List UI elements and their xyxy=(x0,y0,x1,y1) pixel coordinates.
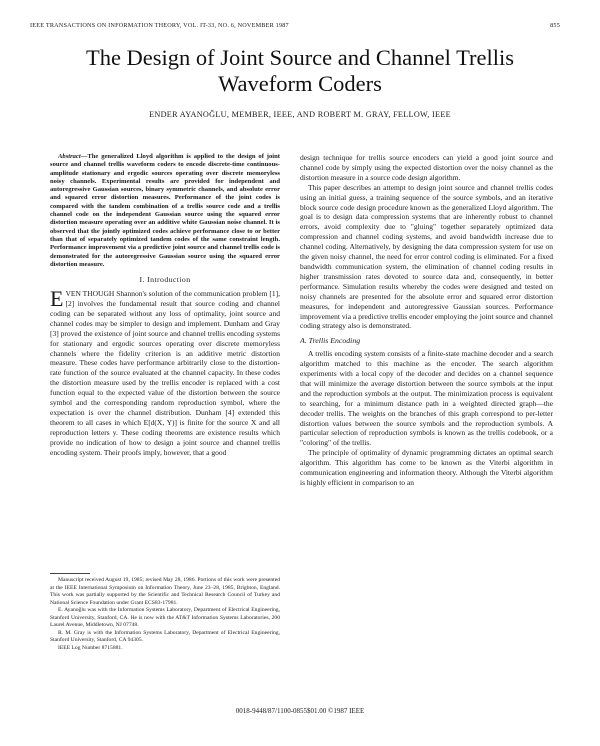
page-number: 855 xyxy=(550,22,560,29)
section-heading-introduction: I. Introduction xyxy=(139,275,191,285)
footnote-rule xyxy=(50,573,90,574)
intro-paragraph: Shannon's solution of the communication problem [1], [2] involves the fundamental result that source coding and channel coding can be separated without any loss of optimality, joint source and channel codes may be simpler to design and implement. Dunham and Gray [3] proved the existence of joint source and channel trellis encoding systems for stationary and ergodic sources operating over discrete memoryless channels where the fidelity criterion is an additive metric distortion measure. These codes have performance arbitrarily close to the distortion-rate function of the source evaluated at the channel capacity. In these codes the distortion measure used by the trellis encoder is replaced with a cost function equal to the expected value of the distortion between the source symbol and the corresponding random reproduction symbol, where the expectation is over the channel distribution. Dunham [4] extended this theorem to all cases in which E[d(X, Y)] is finite for the source X and all reproduction letters y. These coding theorems are existence results which provide no indication of how to design a joint source and channel trellis encoding system. Their proofs imply, however, that a good xyxy=(50,289,280,457)
abstract-label: Abstract xyxy=(58,153,81,160)
abstract xyxy=(50,153,280,269)
doi-line: 0018-9448/87/1100-0855$01.00 ©1987 IEEE xyxy=(235,707,365,715)
running-header xyxy=(30,22,560,32)
left-column xyxy=(50,153,280,457)
abstract-text: —The generalized Lloyd algorithm is applied to the design of joint source and channel trellis waveform coders to encode discrete-time continuous-amplitude stationary and ergodic sources operating over discrete memoryless noisy channels. Experimental results are provided for independent and autoregressive Gaussian sources, binary symmetric channels, and absolute error and squared error distortion measures. Performance of the joint codes is compared with the tandem combination of a trellis source code and a trellis channel code on the independent Gaussian source using the squared error distortion measure operating over an additive white Gaussian noise channel. It is observed that the jointly optimized codes achieve performance close to or better than that of separately optimized tandem codes of the same constraint length. Performance improvement via a predictive joint source and channel trellis code is demonstrated for the autoregressive Gaussian source using the squared error distortion measure. xyxy=(50,153,280,268)
paper-title: The Design of Joint Source and Channel Trellis Waveform Coders xyxy=(85,45,515,96)
right-paragraph-1: design technique for trellis source encoders can yield a good joint source and channel code by simply using the expected distortion over the noisy channel as the distortion measure in a source code design algorithm. xyxy=(300,153,553,182)
introduction-body xyxy=(50,286,280,457)
footnote-author2: R. M. Gray is with the Information Systems Laboratory, Department of Electrical Engineering, Stanford University, Stanford, CA 94305. xyxy=(50,629,280,643)
footnote-author1: E. Ayanoğlu was with the Information Systems Laboratory, Department of Electrical Engineering, Stanford University, Stanford, CA. He is now with the AT&T Information Systems Laboratories, 200 Laurel Avenue, Middletown, NJ 07748. xyxy=(50,607,280,628)
subsection-heading-trellis: A. Trellis Encoding xyxy=(300,336,361,346)
author-line: ENDER AYANOĞLU, MEMBER, IEEE, AND ROBERT M. GRAY, FELLOW, IEEE xyxy=(149,110,451,119)
intro-lead-caps: VEN THOUGH xyxy=(65,289,115,299)
footnote-manuscript: Manuscript received August 19, 1985; revised May 28, 1986. Portions of this work were presented at the IEEE International Symposium on Information Theory, June 23–28, 1985, Brighton, England. This work was partially supported by the Scientific and Technical Research Council of Turkey and National Science Foundation under Grant ECS83-17981. xyxy=(50,577,280,606)
right-paragraph-4: The principle of optimality of dynamic programming dictates an optimal search algorithm. This algorithm has come to be known as the Viterbi algorithm in communication engineering and information theory. Although the Viterbi algorithm is highly efficient in comparison to an xyxy=(300,448,553,487)
footnote-block xyxy=(50,573,280,652)
footnote-log: IEEE Log Number 8715881. xyxy=(58,644,123,651)
journal-header: IEEE TRANSACTIONS ON INFORMATION THEORY, VOL. IT-33, NO. 6, NOVEMBER 1987 xyxy=(30,22,289,29)
right-paragraph-3: A trellis encoding system consists of a finite-state machine decoder and a search algorithm matched to this machine as the encoder. The search algorithm experiments with a local copy of the decoder and decides on a channel sequence that will minimize the average distortion between the source symbols at the input and the reproduction symbols at the output. The minimization process is equivalent to searching, for a minimum distance path in a weighted directed graph—the decoder trellis. The weights on the branches of this graph correspond to per-letter distortion values between the source symbols and the reproduction symbols. A particular selection of reproduction symbols is known as the trellis codebook, or a "coloring" of the trellis. xyxy=(300,349,553,448)
right-column xyxy=(300,153,553,488)
drop-cap: E xyxy=(50,286,64,312)
right-paragraph-2: This paper describes an attempt to design joint source and channel trellis codes using an initial guess, a training sequence of the source symbols, and an iterative block source code design procedure known as the generalized Lloyd algorithm. The goal is to design data compression systems that are inherently robust to channel errors, avoid complexity due to "gluing" together separately optimized data compression and channel coding systems, and avoid bandwidth increase due to channel coding. Alternatively, by designing the data compression system for use on the given noisy channel, the need for error control coding is eliminated. For a fixed bandwidth communication system, the elimination of channel coding results in higher transmission rates devoted to source data and, consequently, in better performance. Simulation results whereby the codes were designed and tested on noisy channels are presented for the absolute error and squared error distortion measures, for independent and autoregressive Gaussian sources. Performance improvement via a predictive trellis encoder employing the joint source and channel coding strategy also is demonstrated. xyxy=(300,182,553,331)
